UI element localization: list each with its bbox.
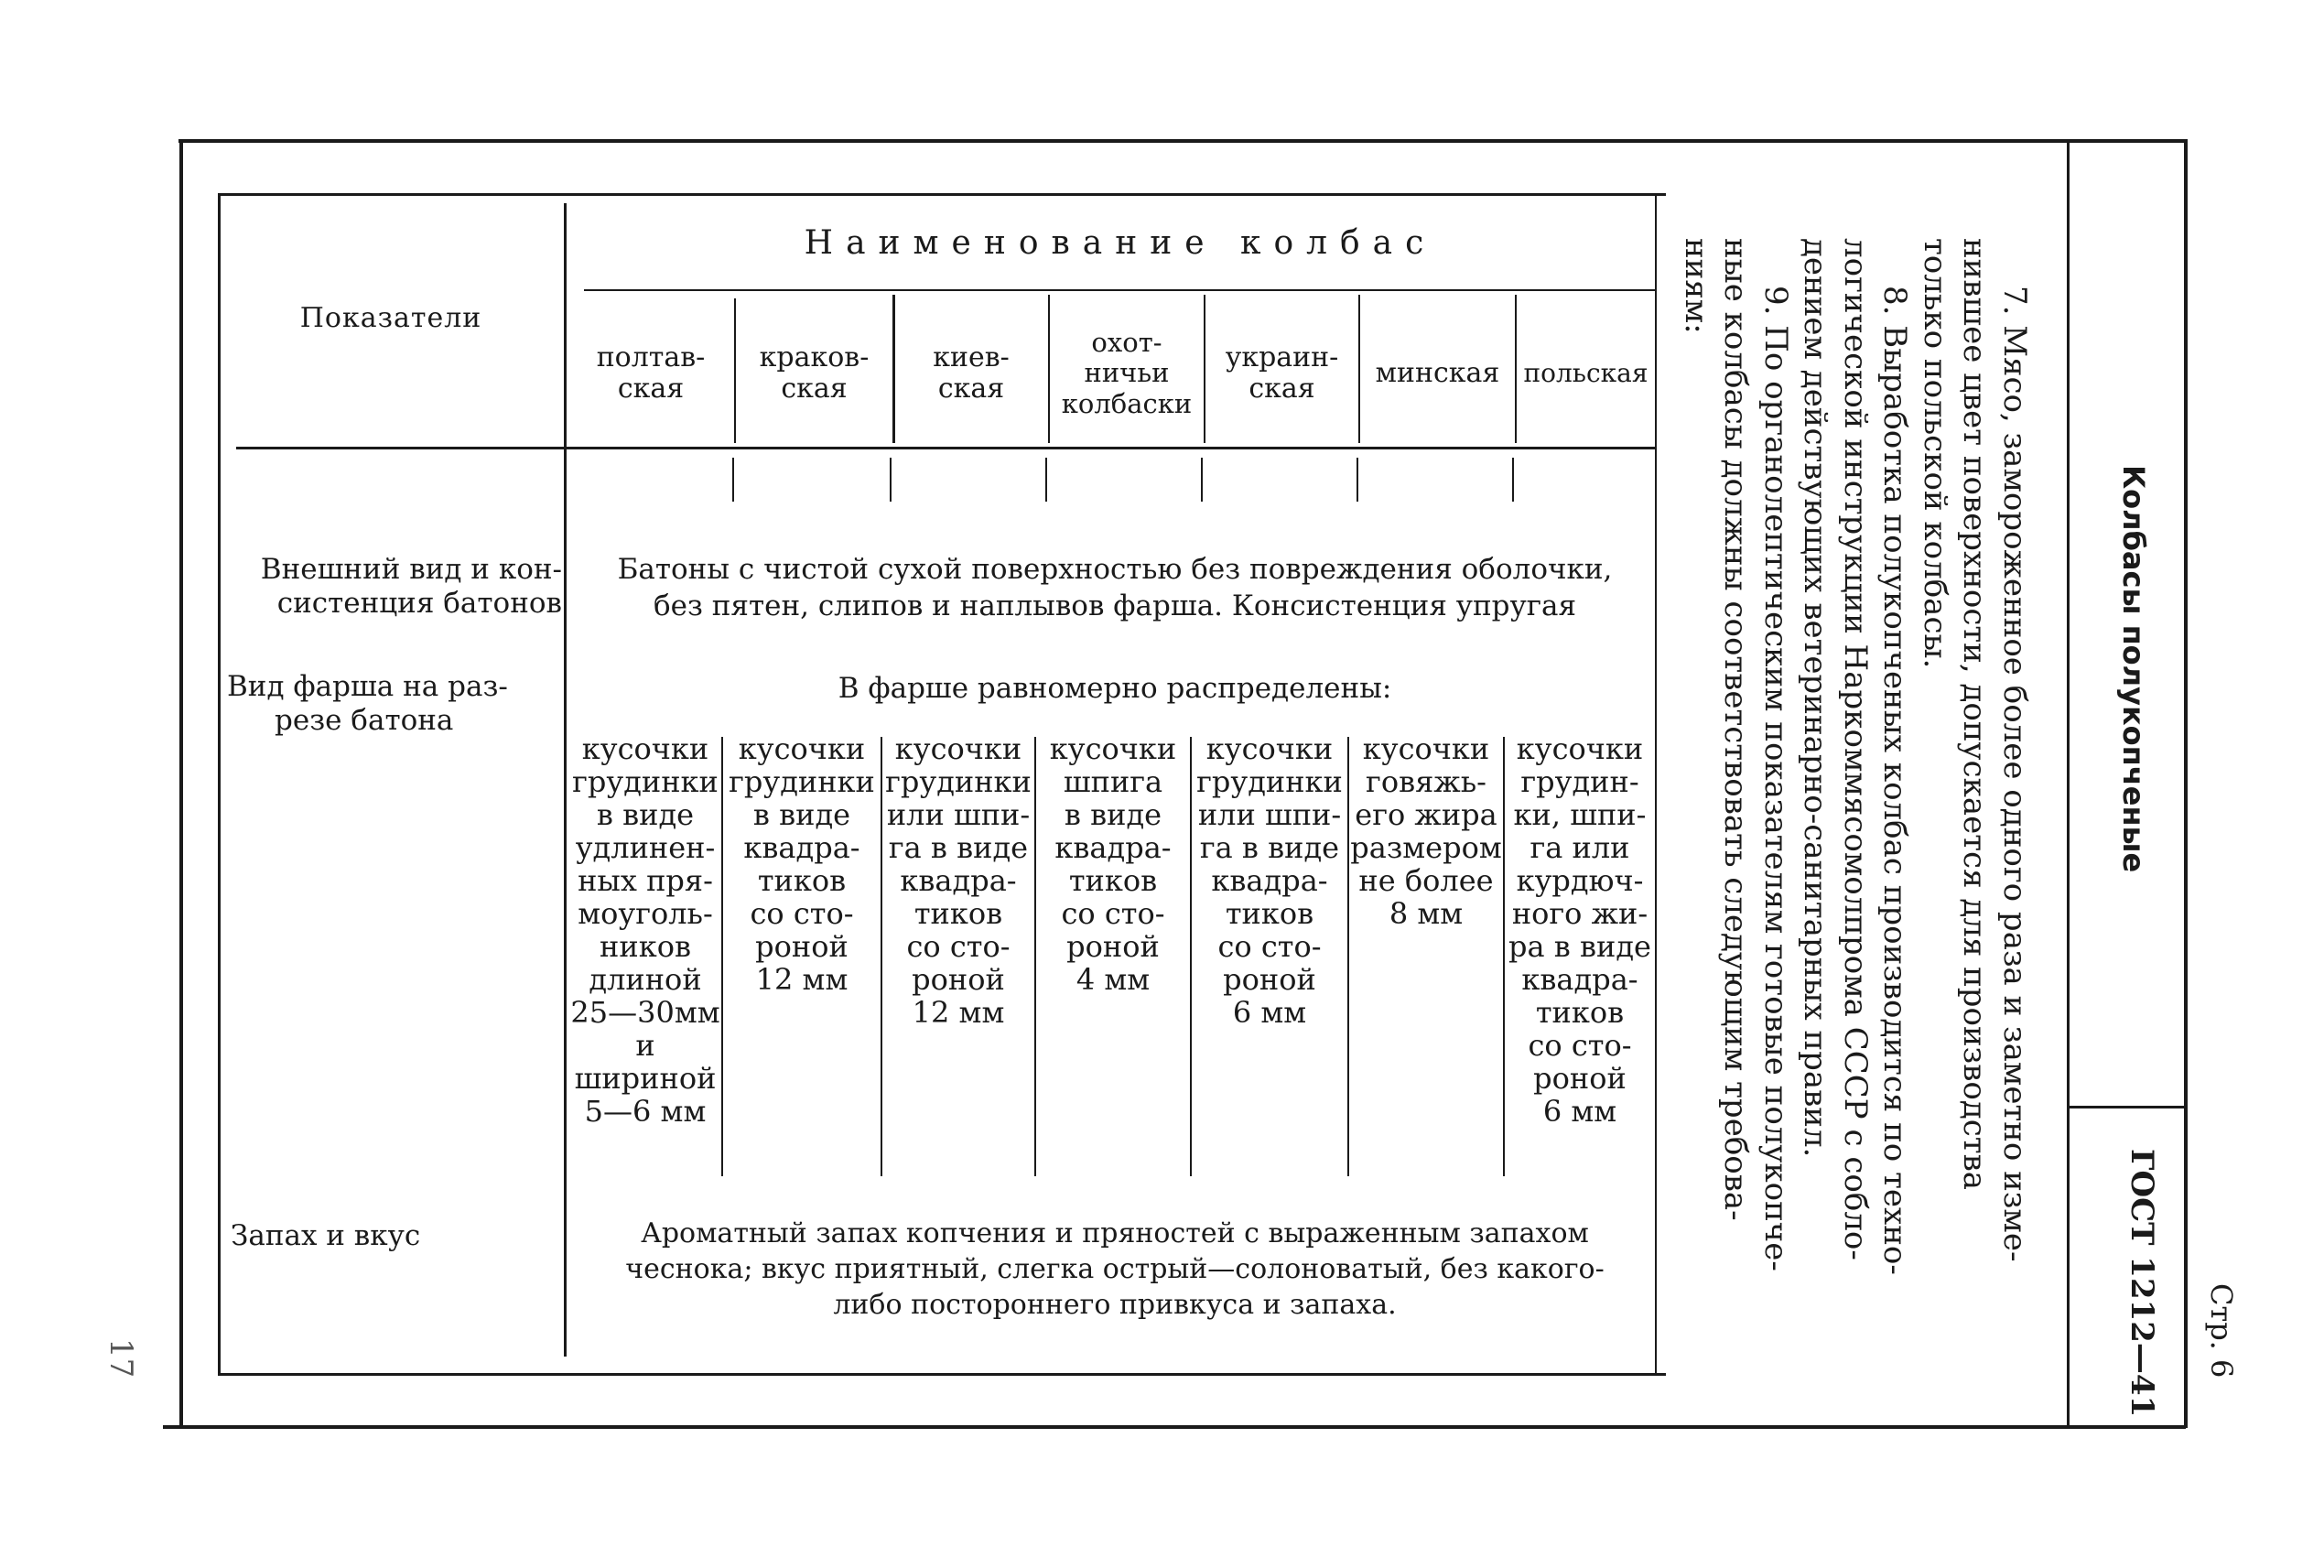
column-header-krakovskaya: краков- ская — [759, 341, 870, 405]
tick-divider — [732, 458, 734, 502]
header-col-divider — [1358, 295, 1360, 443]
frame-top-rule — [178, 139, 2188, 143]
table-bottom-rule — [218, 1373, 1666, 1376]
side-line: дением действующих ветеринарно-санитарных правил. — [1797, 238, 1834, 1158]
tick-divider — [1201, 458, 1203, 502]
indicator-column-divider — [564, 203, 567, 1357]
detail-cell-kievskaya: кусочки грудинки или шпи- га в виде квадра- тиков со сто- роной 12 мм — [885, 731, 1032, 1030]
header-col-divider — [734, 298, 736, 443]
tick-divider — [890, 458, 892, 502]
table-top-rule — [218, 193, 1666, 196]
row-intro-section-view: В фарше равномерно распределены: — [838, 672, 1392, 705]
header-col-divider — [892, 295, 895, 443]
side-line: ные колбасы должны соответствовать следующим требова- — [1717, 238, 1755, 1221]
detail-cell-ukrainskaya: кусочки грудинки или шпи- га в виде квадра- тиков со сто- роной 6 мм — [1196, 731, 1343, 1030]
tick-divider — [1512, 458, 1514, 502]
tick-divider — [1045, 458, 1047, 502]
side-line: только польской колбасы. — [1917, 238, 1953, 669]
header-bottom-rule — [236, 447, 1655, 449]
frame-right-rule — [2184, 139, 2188, 1428]
side-line: ниям: — [1678, 238, 1714, 334]
indicator-header: Показатели — [299, 302, 482, 335]
tick-divider — [1357, 458, 1358, 502]
column-header-ukrainskaya: украин- ская — [1225, 341, 1339, 405]
group-header-rule — [584, 289, 1655, 291]
row-label-section-view: Вид фарша на раз- резе батона — [227, 670, 508, 738]
detail-cell-polskaya: кусочки грудин- ки, шпи- га или курдюч- ного жи- ра в виде квадра- тиков со сто- роной 6 мм — [1508, 731, 1651, 1129]
side-line: логической инструкции Наркоммясомолпрома СССР с собло- — [1837, 238, 1874, 1260]
gost-box-top — [2067, 1106, 2186, 1108]
column-header-poltavskaya: полтав- ская — [596, 341, 706, 405]
row-label-smell-taste: Запах и вкус — [231, 1219, 421, 1252]
frame-left-rule — [179, 139, 183, 1428]
side-paragraphs — [1676, 238, 2035, 1275]
table-right-rule — [1655, 193, 1657, 1376]
column-header-okhotnichi: охот- ничьи колбаски — [1061, 326, 1193, 419]
row-text-smell-taste: Ароматный запах копчения и пряностей с выраженным запахом чеснока; вкус приятный, слегка острый—солоноватый, без какого- либо постороннего привкуса и запаха. — [625, 1217, 1605, 1321]
column-header-polskaya: польская — [1523, 357, 1648, 388]
column-header-minskaya: минская — [1375, 356, 1500, 389]
header-col-divider — [1048, 295, 1050, 443]
table-left-rule — [218, 193, 221, 1376]
side-line: 7. Мясо, замороженное более одного раза и заметно изме- — [1996, 286, 2033, 1262]
group-header: Наименование колбас — [804, 223, 1437, 262]
row-text-appearance: Батоны с чистой сухой поверхностью без повреждения оболочки, без пятен, слипов и наплывов фарша. Консистенция упругая — [617, 553, 1613, 623]
side-line: 8. Выработка полукопченых колбас производится по техно- — [1876, 286, 1914, 1275]
side-line: нившее цвет поверхности, допускается для производства — [1956, 238, 1994, 1191]
header-col-divider — [1204, 295, 1205, 443]
side-line: 9. По органолептическим показателям готовые полукопче- — [1757, 286, 1794, 1271]
detail-cell-okhotnichi: кусочки шпига в виде квадра- тиков со сто- роной 4 мм — [1049, 731, 1177, 997]
gost-number: ГОСТ 1212—41 — [2124, 1149, 2160, 1418]
section-title: Колбасы полукопченые — [2116, 465, 2151, 873]
detail-cell-krakovskaya: кусочки грудинки в виде квадра- тиков со сто- роной 12 мм — [729, 731, 875, 997]
detail-cell-poltavskaya: кусочки грудинки в виде удлинен- ных пря- моуголь- ников длиной 25—30мм и шириной 5—6 мм — [570, 731, 720, 1129]
side-panel-divider — [2067, 139, 2070, 1425]
row-label-appearance: Внешний вид и кон- систенция батонов — [260, 553, 562, 621]
column-header-kievskaya: киев- ская — [933, 341, 1010, 405]
detail-cell-minskaya: кусочки говяжь- его жира размером не более 8 мм — [1350, 731, 1502, 931]
page-number: Стр. 6 — [2204, 1283, 2239, 1379]
margin-mark: 17 — [103, 1338, 139, 1379]
frame-bottom-rule — [163, 1425, 2186, 1429]
